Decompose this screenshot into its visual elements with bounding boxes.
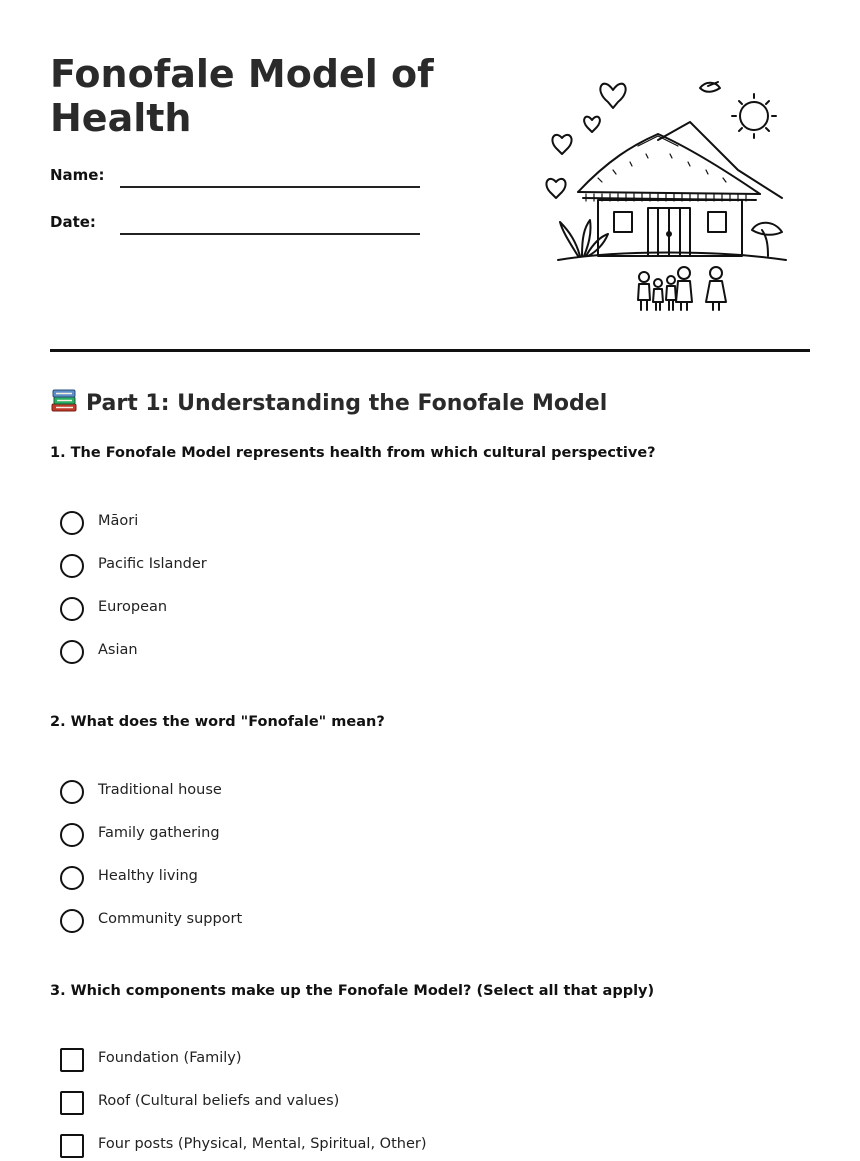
checkbox[interactable] — [60, 1134, 84, 1158]
question-2: 2. What does the word "Fonofale" mean? — [50, 714, 385, 730]
option-label: Foundation (Family) — [98, 1050, 242, 1066]
name-input-line[interactable] — [120, 186, 420, 188]
q1-option-asian[interactable] — [60, 640, 760, 666]
q1-option-pacific-islander[interactable] — [60, 554, 760, 580]
radio-button[interactable] — [60, 511, 84, 535]
radio-button[interactable] — [60, 597, 84, 621]
option-label: Māori — [98, 513, 139, 529]
option-label: Roof (Cultural beliefs and values) — [98, 1093, 340, 1109]
question-3: 3. Which components make up the Fonofale Model? (Select all that apply) — [50, 983, 655, 999]
name-label: Name: — [50, 166, 105, 184]
radio-button[interactable] — [60, 823, 84, 847]
checkbox[interactable] — [60, 1091, 84, 1115]
part1-title: Part 1: Understanding the Fonofale Model — [86, 391, 608, 416]
option-label: Four posts (Physical, Mental, Spiritual, Other) — [98, 1136, 427, 1152]
header-divider — [50, 349, 810, 352]
option-label: Traditional house — [98, 782, 222, 798]
books-icon — [50, 388, 78, 414]
fale-house-family-illustration — [538, 70, 794, 318]
q2-option-community-support[interactable] — [60, 909, 760, 935]
q3-option-foundation[interactable] — [60, 1048, 760, 1074]
date-input-line[interactable] — [120, 233, 420, 235]
part1-heading — [50, 388, 810, 420]
q3-option-four-posts[interactable] — [60, 1134, 760, 1160]
option-label: Family gathering — [98, 825, 220, 841]
radio-button[interactable] — [60, 640, 84, 664]
option-label: European — [98, 599, 168, 615]
date-field — [50, 213, 420, 239]
q2-option-family-gathering[interactable] — [60, 823, 760, 849]
q3-option-roof[interactable] — [60, 1091, 760, 1117]
checkbox[interactable] — [60, 1048, 84, 1072]
option-label: Community support — [98, 911, 243, 927]
name-field — [50, 166, 420, 192]
option-label: Healthy living — [98, 868, 198, 884]
date-label: Date: — [50, 213, 96, 231]
radio-button[interactable] — [60, 780, 84, 804]
question-1: 1. The Fonofale Model represents health from which cultural perspective? — [50, 445, 656, 461]
q1-option-maori[interactable] — [60, 511, 760, 537]
worksheet-title: Fonofale Model of Health — [50, 52, 434, 140]
radio-button[interactable] — [60, 909, 84, 933]
option-label: Pacific Islander — [98, 556, 207, 572]
q2-option-traditional-house[interactable] — [60, 780, 760, 806]
q1-option-european[interactable] — [60, 597, 760, 623]
q2-option-healthy-living[interactable] — [60, 866, 760, 892]
option-label: Asian — [98, 642, 138, 658]
radio-button[interactable] — [60, 554, 84, 578]
radio-button[interactable] — [60, 866, 84, 890]
